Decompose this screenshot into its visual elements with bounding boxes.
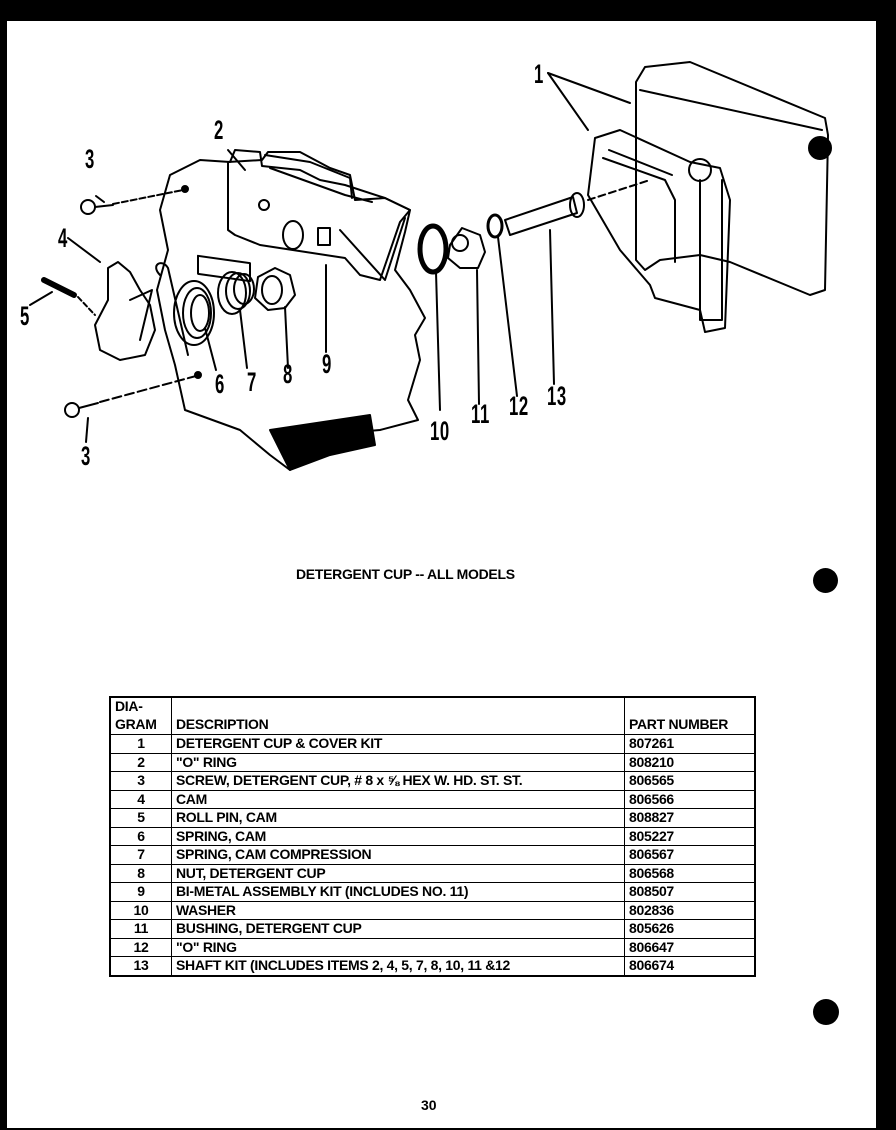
part-number: 802836 (625, 901, 756, 920)
diagram-number: 2 (110, 753, 172, 772)
part-number: 805626 (625, 920, 756, 939)
diagram-number: 9 (110, 883, 172, 902)
part-number: 805227 (625, 827, 756, 846)
binder-hole-mark-bottom (813, 999, 839, 1025)
table-row (110, 809, 755, 828)
part-description: SHAFT KIT (INCLUDES ITEMS 2, 4, 5, 7, 8, 10, 11 &12 (172, 957, 625, 976)
callout-9: 9 (322, 349, 332, 379)
callout-11: 11 (471, 399, 490, 429)
part-description: NUT, DETERGENT CUP (172, 864, 625, 883)
table-row (110, 772, 755, 791)
diagram-number: 5 (110, 809, 172, 828)
part-description: SCREW, DETERGENT CUP, # 8 x ⅝ HEX W. HD. ST. ST. (172, 772, 625, 791)
callout-2: 2 (214, 115, 224, 145)
table-row (110, 753, 755, 772)
diagram-number: 4 (110, 790, 172, 809)
part-number: 806565 (625, 772, 756, 791)
table-row (110, 883, 755, 902)
diagram-number: 8 (110, 864, 172, 883)
part-number: 806647 (625, 938, 756, 957)
binder-hole-mark-middle (813, 568, 838, 593)
part-description: BUSHING, DETERGENT CUP (172, 920, 625, 939)
part-description: CAM (172, 790, 625, 809)
callout-5: 5 (20, 301, 30, 331)
callout-12: 12 (509, 391, 529, 421)
table-row (110, 957, 755, 976)
part-number: 806568 (625, 864, 756, 883)
part-number: 807261 (625, 735, 756, 754)
callout-8: 8 (283, 359, 293, 389)
diagram-number: 11 (110, 920, 172, 939)
callout-13: 13 (547, 381, 567, 411)
part-number: 806567 (625, 846, 756, 865)
callout-3-bottom: 3 (81, 441, 91, 471)
table-row (110, 790, 755, 809)
part-description: BI-METAL ASSEMBLY KIT (INCLUDES NO. 11) (172, 883, 625, 902)
part-description: SPRING, CAM (172, 827, 625, 846)
parts-list-table (109, 696, 756, 977)
part-description: ROLL PIN, CAM (172, 809, 625, 828)
header-diagram: DIA- GRAM (110, 697, 172, 735)
callout-6: 6 (215, 369, 225, 399)
part-number: 806566 (625, 790, 756, 809)
diagram-number: 7 (110, 846, 172, 865)
diagram-number: 1 (110, 735, 172, 754)
table-row (110, 864, 755, 883)
table-row (110, 938, 755, 957)
diagram-number: 12 (110, 938, 172, 957)
exploded-parts-diagram (7, 21, 876, 541)
table-row (110, 735, 755, 754)
table-row (110, 920, 755, 939)
part-number: 806674 (625, 957, 756, 976)
part-description: WASHER (172, 901, 625, 920)
part-description: "O" RING (172, 938, 625, 957)
callout-10: 10 (430, 416, 450, 446)
callout-3-top: 3 (85, 144, 95, 174)
part-description: "O" RING (172, 753, 625, 772)
diagram-caption: DETERGENT CUP -- ALL MODELS (296, 566, 515, 582)
table-row (110, 827, 755, 846)
diagram-number: 13 (110, 957, 172, 976)
page-number: 30 (421, 1097, 437, 1113)
callout-4: 4 (58, 223, 68, 253)
table-header-row (110, 697, 755, 735)
callout-1: 1 (534, 59, 544, 89)
part-number: 808827 (625, 809, 756, 828)
part-description: SPRING, CAM COMPRESSION (172, 846, 625, 865)
table-row (110, 846, 755, 865)
callout-7: 7 (247, 367, 257, 397)
diagram-number: 10 (110, 901, 172, 920)
part-number: 808210 (625, 753, 756, 772)
diagram-number: 6 (110, 827, 172, 846)
manual-page (7, 21, 876, 1128)
part-description: DETERGENT CUP & COVER KIT (172, 735, 625, 754)
detergent-cup-illustration (0, 0, 896, 540)
table-row (110, 901, 755, 920)
part-number: 808507 (625, 883, 756, 902)
header-description: DESCRIPTION (172, 697, 625, 735)
diagram-number: 3 (110, 772, 172, 791)
header-part-number: PART NUMBER (625, 697, 756, 735)
